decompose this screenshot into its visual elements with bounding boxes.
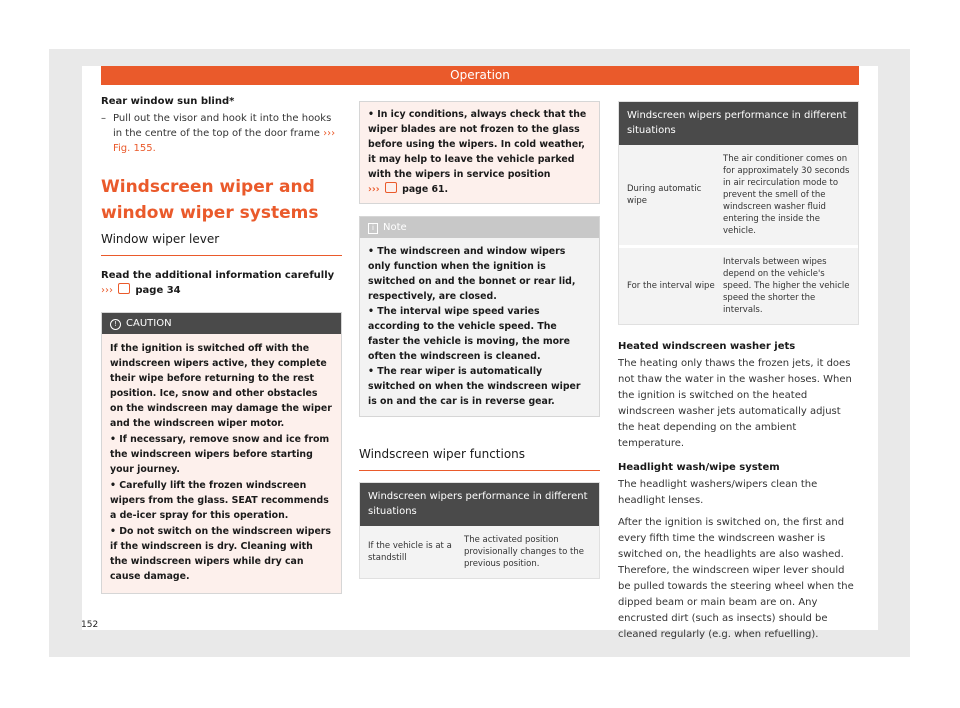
cont-ref-page[interactable]: page 61.	[402, 184, 449, 195]
note-title: Note	[383, 222, 407, 233]
page-61-link[interactable]	[368, 184, 402, 195]
caution-bullet: • Do not switch on the windscreen wipers if the windscreen is dry. Cleaning with the windscreen wipers while dry can cause damage.	[110, 526, 332, 582]
fig-155-link[interactable]: ››› Fig. 155.	[113, 128, 336, 154]
functions-heading: Windscreen wiper functions	[359, 447, 600, 471]
section-header: Operation	[101, 66, 859, 85]
headlight-heading: Headlight wash/wipe system	[618, 462, 780, 473]
wiper-performance-table	[359, 482, 600, 579]
table-header: Windscreen wipers performance in different situations	[360, 483, 599, 526]
caution-title: CAUTION	[126, 318, 172, 329]
caution-intro: If the ignition is switched off with the windscreen wipers active, they complete their wipe before returning to the rest position. Ice, snow and other obstacles on the windscreen may damage the wiper and the windscreen wiper motor.	[110, 343, 332, 429]
note-content	[360, 238, 599, 416]
read-info-page[interactable]: page 34	[135, 285, 181, 296]
heated-jets-section	[618, 341, 859, 643]
main-heading: Windscreen wiper and window wiper systems	[101, 177, 319, 223]
page-34-link[interactable]	[101, 285, 135, 296]
table-row	[619, 245, 858, 324]
note-box	[359, 216, 600, 417]
caution-bullet: • Carefully lift the frozen windscreen wipers from the glass. SEAT recommends a de-icer spray for this operation.	[110, 480, 329, 521]
step-dash: –	[101, 113, 106, 124]
alert-circle-icon: !	[110, 319, 121, 330]
table-row	[619, 145, 858, 245]
heated-text: The heating only thaws the frozen jets, it does not thaw the water in the washer hoses. When the ignition is switched on the heated windscreen washer jets automatically adjust the heat depending on the ambient temperature.	[618, 358, 852, 449]
info-icon: i	[368, 223, 378, 234]
heated-heading: Heated windscreen washer jets	[618, 341, 796, 352]
table-cell-performance: The air conditioner comes on for approximately 30 seconds in air recirculation mode to prevent the smell of the windscreen washer fluid entering the inside the vehicle.	[723, 154, 850, 236]
headlight-text-1: The headlight washers/wipers clean the headlight lenses.	[618, 479, 818, 506]
ref-prefix: ›››	[368, 184, 380, 195]
read-info-text: Read the additional information carefully	[101, 270, 335, 281]
table-row	[360, 526, 599, 578]
headlight-text-2: After the ignition is switched on, the first and every fifth time the windscreen washer is switched on, the headlights are also washed. Therefore, the windscreen wiper lever should be pulled towards the steering wheel when the dipped beam or main beam are on. Any encrusted dirt (such as insects) should be cleaned regularly (e.g. when refuelling).	[618, 517, 854, 640]
table-cell-situation: For the interval wipe	[627, 281, 715, 291]
caution-bullet: • If necessary, remove snow and ice from the windscreen wipers before starting your journey.	[110, 434, 330, 475]
sub-heading: Window wiper lever	[101, 232, 342, 256]
caution-bar	[102, 313, 341, 334]
sun-blind-heading: Rear window sun blind*	[101, 96, 235, 107]
caution-content	[102, 334, 341, 593]
page-number: 152	[81, 620, 99, 630]
ref-prefix: ›››	[101, 285, 113, 296]
book-icon	[385, 182, 397, 193]
caution-box	[101, 312, 342, 594]
caution-continuation	[359, 101, 600, 204]
column-2	[359, 101, 600, 579]
table-cell-situation: During automatic wipe	[627, 184, 702, 206]
sun-blind-step-text: Pull out the visor and hook it into the hooks in the centre of the top of the door frame	[113, 113, 332, 139]
column-1	[101, 96, 342, 594]
note-bullet: • The interval wipe speed varies according to the vehicle speed. The faster the vehicle is moving, the more often the windscreen is cleaned.	[368, 306, 571, 362]
wiper-performance-table-cont	[618, 101, 859, 325]
note-bullet: • The rear wiper is automatically switched on when the windscreen wiper is on and the car is in reverse gear.	[368, 366, 581, 407]
caution-cont-text: • In icy conditions, always check that the wiper blades are not frozen to the glass before using the wipers. In cold weather, it may help to leave the vehicle parked with the wipers in service position	[368, 109, 587, 180]
sun-blind-step	[101, 111, 342, 156]
table-cell-situation: If the vehicle is at a standstill	[368, 541, 452, 563]
read-info	[101, 268, 342, 298]
table-cell-performance: Intervals between wipes depend on the vehicle's speed. The higher the vehicle speed the shorter the intervals.	[723, 257, 850, 315]
note-bar	[360, 217, 599, 238]
table-header: Windscreen wipers performance in different situations	[619, 102, 858, 145]
note-bullet: • The windscreen and window wipers only function when the ignition is switched on and the bonnet or rear lid, respectively, are closed.	[368, 246, 576, 302]
table-cell-performance: The activated position provisionally changes to the previous position.	[464, 535, 584, 569]
column-3	[618, 101, 859, 643]
book-icon	[118, 283, 130, 294]
